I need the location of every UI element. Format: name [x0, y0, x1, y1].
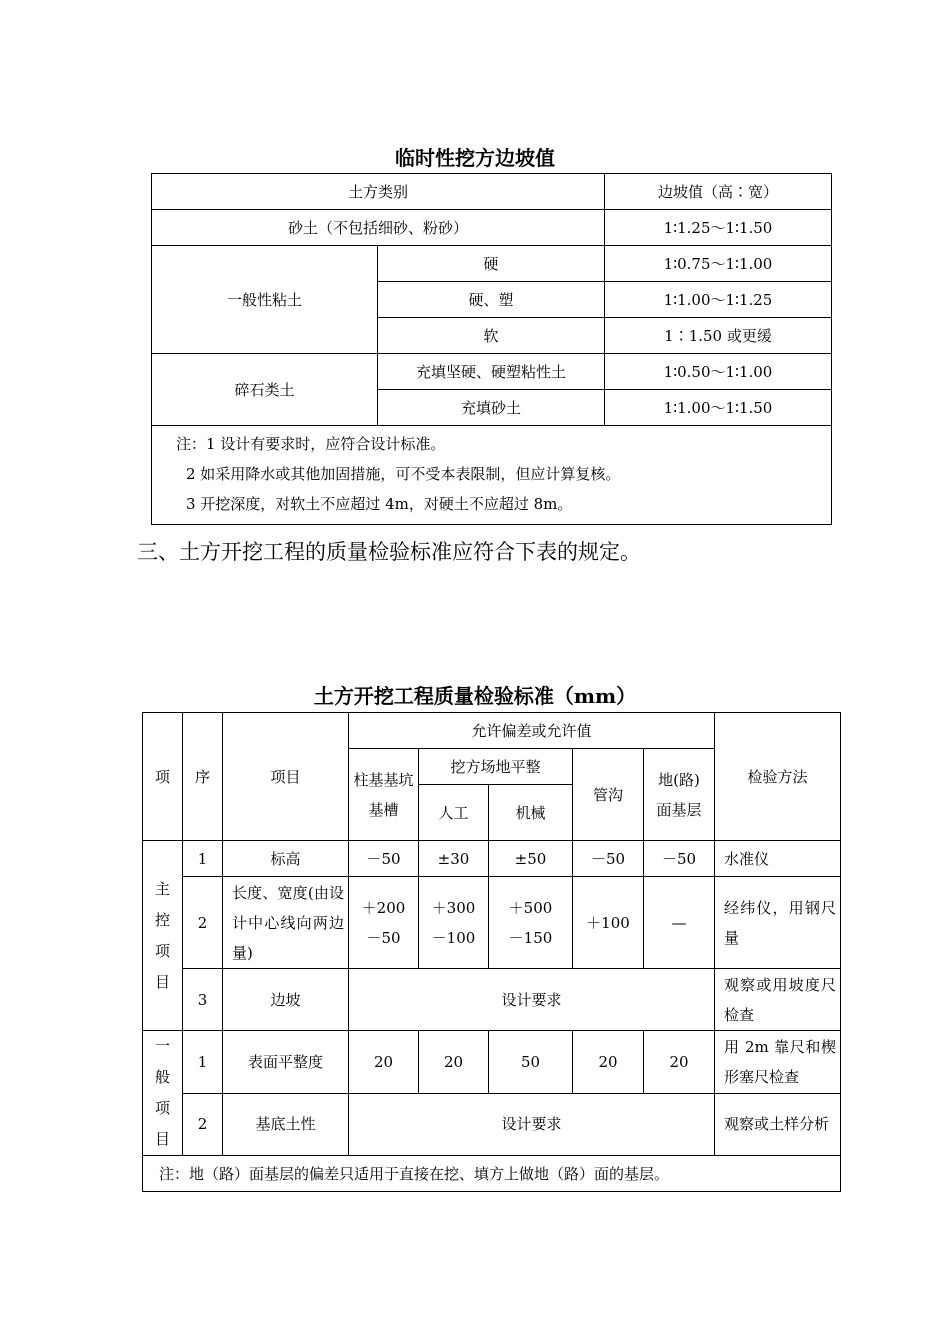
machine-value: 50: [489, 1031, 573, 1094]
note-line: 注：1 设计有要求时，应符合设计标准。: [176, 435, 446, 453]
item-cell: 表面平整度: [223, 1031, 349, 1094]
allowed-value: 设计要求: [349, 969, 715, 1031]
road-value: —: [644, 877, 715, 969]
group-general-label: 一般项目: [154, 1037, 170, 1148]
header-site-leveling: 挖方场地平整: [419, 749, 573, 785]
slope-value-cell: 1∶0.75～1∶1.00: [605, 246, 832, 282]
table2-title: 土方开挖工程质量检验标准（mm）: [313, 684, 637, 708]
machine-value: ±50: [489, 841, 573, 877]
inspection-table: [142, 712, 841, 1192]
item-cell: 基底土性: [223, 1093, 349, 1156]
trench-value: 20: [573, 1031, 644, 1094]
slope-value-cell: 1∶1.25～1∶1.50: [605, 210, 832, 246]
method-cell: 用 2m 靠尺和楔形塞尺检查: [715, 1031, 841, 1094]
slope-value-cell: 1∶1.50 或更缓: [605, 318, 832, 354]
header-trench: 管沟: [573, 749, 644, 841]
table-row: [152, 210, 832, 246]
header-soil-type: 土方类别: [152, 174, 605, 210]
item-cell: 边坡: [223, 969, 349, 1031]
header-machine: 机械: [489, 785, 573, 841]
header-manual: 人工: [419, 785, 489, 841]
group-main-label: 主控项目: [154, 879, 170, 991]
seq-cell: 3: [183, 969, 223, 1031]
group-main: [143, 841, 183, 1031]
soil-fill-cell: 充填砂土: [378, 390, 605, 426]
method-cell: 水准仪: [715, 841, 841, 877]
road-value: 20: [644, 1031, 715, 1094]
slope-value-cell: 1∶1.00～1∶1.25: [605, 282, 832, 318]
method-cell: 观察或土样分析: [715, 1093, 841, 1156]
table-row: [152, 354, 832, 390]
soil-type-cell: 碎石类土: [152, 354, 378, 426]
header-pit: 柱基基坑基槽: [349, 749, 419, 841]
pit-value: ＋200 －50: [349, 877, 419, 969]
allowed-value: 设计要求: [349, 1093, 715, 1156]
manual-value: 20: [419, 1031, 489, 1094]
pit-value: 20: [349, 1031, 419, 1094]
header-road-base: 地(路)面基层: [644, 749, 715, 841]
header-slope: 边坡值（高∶宽）: [605, 174, 832, 210]
seq-cell: 1: [183, 1031, 223, 1094]
table-row: [152, 246, 832, 282]
method-cell: 经纬仪，用钢尺量: [715, 877, 841, 969]
table-row: [143, 969, 841, 1031]
trench-value: ＋100: [573, 877, 644, 969]
table1-title: 临时性挖方边坡值: [395, 146, 555, 170]
table-row: [152, 426, 832, 525]
group-general: [143, 1031, 183, 1156]
table-row: [143, 1031, 841, 1094]
slope-value-cell: 1∶0.50～1∶1.00: [605, 354, 832, 390]
slope-value-cell: 1∶1.00～1∶1.50: [605, 390, 832, 426]
road-value: －50: [644, 841, 715, 877]
item-cell: 长度、宽度(由设计中心线向两边量): [223, 877, 349, 969]
note-line: 2 如采用降水或其他加固措施，可不受本表限制，但应计算复核。: [186, 465, 621, 483]
slope-table: [151, 173, 832, 525]
soil-type-cell: 砂土（不包括细砂、粉砂）: [152, 210, 605, 246]
table2-note: 注：地（路）面基层的偏差只适用于直接在挖、填方上做地（路）面的基层。: [143, 1156, 841, 1192]
header-seq: 序: [183, 713, 223, 841]
table-row: [143, 841, 841, 877]
notes-cell: [152, 426, 832, 525]
table-row: [143, 877, 841, 969]
header-item: 项目: [223, 713, 349, 841]
header-method: 检验方法: [715, 713, 841, 841]
header-allowed: 允许偏差或允许值: [349, 713, 715, 749]
table-row: [152, 174, 832, 210]
note-line: 3 开挖深度，对软土不应超过 4m，对硬土不应超过 8m。: [186, 495, 573, 513]
pit-value: －50: [349, 841, 419, 877]
seq-cell: 2: [183, 877, 223, 969]
soil-type-cell: 一般性粘土: [152, 246, 378, 354]
table-row: [143, 1093, 841, 1156]
seq-cell: 2: [183, 1093, 223, 1156]
manual-value: ＋300 －100: [419, 877, 489, 969]
item-cell: 标高: [223, 841, 349, 877]
soil-state-cell: 硬、塑: [378, 282, 605, 318]
header-item-class: 项: [143, 713, 183, 841]
seq-cell: 1: [183, 841, 223, 877]
soil-state-cell: 硬: [378, 246, 605, 282]
soil-fill-cell: 充填坚硬、硬塑粘性土: [378, 354, 605, 390]
table-row: [143, 713, 841, 749]
section-paragraph: 三、土方开挖工程的质量检验标准应符合下表的规定。: [137, 540, 641, 564]
table-row: [143, 1156, 841, 1192]
machine-value: ＋500 －150: [489, 877, 573, 969]
method-cell: 观察或用坡度尺检查: [715, 969, 841, 1031]
trench-value: －50: [573, 841, 644, 877]
manual-value: ±30: [419, 841, 489, 877]
soil-state-cell: 软: [378, 318, 605, 354]
